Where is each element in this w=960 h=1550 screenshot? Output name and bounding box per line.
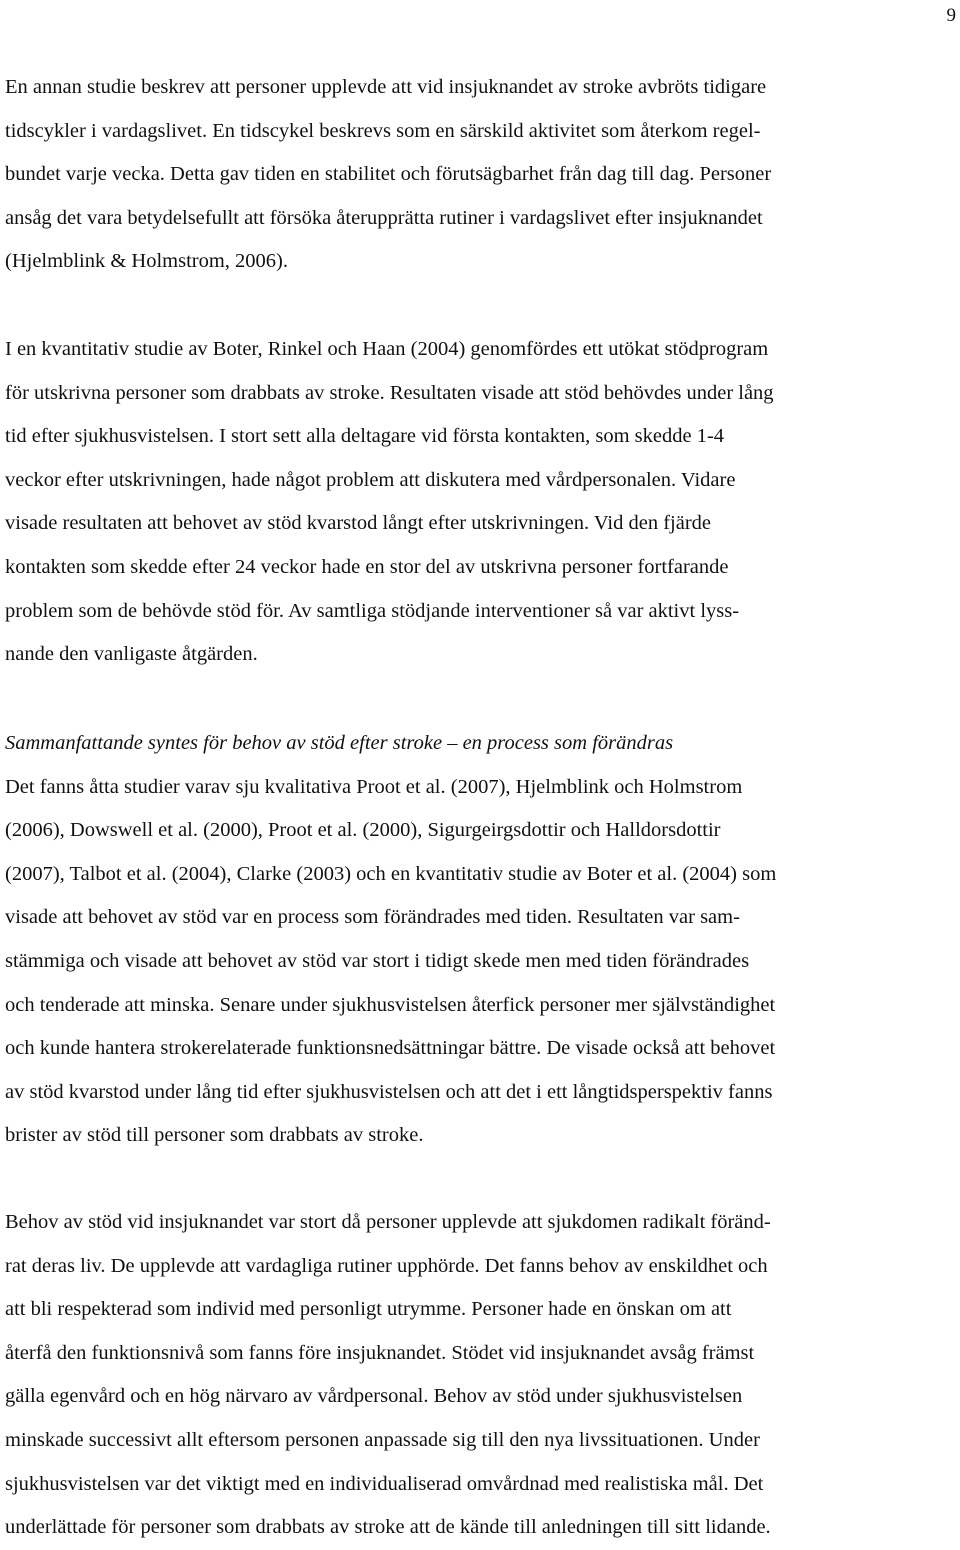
text-line: problem som de behövde stöd för. Av samtliga stödjande interventioner så var aktivt lyss- (5, 599, 740, 622)
text-line: En annan studie beskrev att personer upplevde att vid insjuknandet av stroke avbröts tidigare (5, 76, 767, 98)
text-line: och kunde hantera strokerelaterade funktionsnedsättningar bättre. De visade också att behovet (5, 1037, 776, 1060)
section-heading: Sammanfattande syntes för behov av stöd efter stroke – en process som förändras (5, 732, 674, 754)
synthesis-section (5, 722, 776, 1158)
text-line: Behov av stöd vid insjuknandet var stort då personer upplevde att sjukdomen radikalt föränd- (5, 1211, 771, 1233)
text-line: kontakten som skedde efter 24 veckor hade en stor del av utskrivna personer fortfarande (5, 555, 729, 578)
text-line: stämmiga och visade att behovet av stöd var stort i tidigt skede men med tiden förändrades (5, 949, 750, 972)
page-number: 9 (946, 5, 956, 26)
text-line: nande den vanligaste åtgärden. (5, 643, 258, 666)
text-line: av stöd kvarstod under lång tid efter sjukhusvistelsen och att det i ett långtidsperspektiv fanns (5, 1080, 773, 1103)
text-line: återfå den funktionsnivå som fanns före insjuknandet. Stödet vid insjuknandet avsåg främst (5, 1341, 755, 1364)
paragraph-2 (5, 328, 774, 677)
text-line: för utskrivna personer som drabbats av stroke. Resultaten visade att stöd behövdes under lång (5, 381, 774, 404)
text-line: ansåg det vara betydelsefullt att försöka återupprätta rutiner i vardagslivet efter insjuknandet (5, 206, 763, 229)
text-line: veckor efter utskrivningen, hade något problem att diskutera med vårdpersonalen. Vidare (5, 468, 736, 491)
text-line: att bli respekterad som individ med personligt utrymme. Personer hade en önskan om att (5, 1298, 732, 1321)
paragraph-1 (5, 66, 771, 284)
text-line: visade att behovet av stöd var en process som förändrades med tiden. Resultaten var sam- (5, 906, 740, 929)
text-line: underlättade för personer som drabbats av stroke att de kände till anledningen till sitt lidande. (5, 1516, 771, 1539)
text-line: tid efter sjukhusvistelsen. I stort sett alla deltagare vid första kontakten, som skedde 1-4 (5, 425, 725, 448)
text-line: brister av stöd till personer som drabbats av stroke. (5, 1124, 424, 1147)
text-line: (2007), Talbot et al. (2004), Clarke (2003) och en kvantitativ studie av Boter et al. (2004) som (5, 862, 777, 885)
paragraph-4 (5, 1201, 771, 1550)
text-line: och tenderade att minska. Senare under sjukhusvistelsen återfick personer mer självständighet (5, 993, 776, 1016)
text-line: gälla egenvård och en hög närvaro av vårdpersonal. Behov av stöd under sjukhusvistelsen (5, 1385, 743, 1408)
text-line: minskade successivt allt eftersom personen anpassade sig till den nya livssituationen. Under (5, 1428, 760, 1451)
text-line: (Hjelmblink & Holmstrom, 2006). (5, 250, 288, 273)
text-line: Det fanns åtta studier varav sju kvalitativa Proot et al. (2007), Hjelmblink och Holmstrom (5, 775, 743, 798)
text-line: tidscykler i vardagslivet. En tidscykel beskrevs som en särskild aktivitet som återkom regel- (5, 119, 761, 142)
text-line: sjukhusvistelsen var det viktigt med en individualiserad omvårdnad med realistiska mål. Det (5, 1472, 764, 1495)
text-line: I en kvantitativ studie av Boter, Rinkel och Haan (2004) genomfördes ett utökat stödprogram (5, 338, 769, 360)
text-line: visade resultaten att behovet av stöd kvarstod långt efter utskrivningen. Vid den fjärde (5, 512, 712, 535)
text-line: (2006), Dowswell et al. (2000), Proot et al. (2000), Sigurgeirgsdottir och Halldorsdottir (5, 819, 721, 842)
text-line: bundet varje vecka. Detta gav tiden en stabilitet och förutsägbarhet från dag till dag. Personer (5, 163, 772, 186)
text-line: rat deras liv. De upplevde att vardagliga rutiner upphörde. Det fanns behov av enskildhet och (5, 1254, 768, 1277)
